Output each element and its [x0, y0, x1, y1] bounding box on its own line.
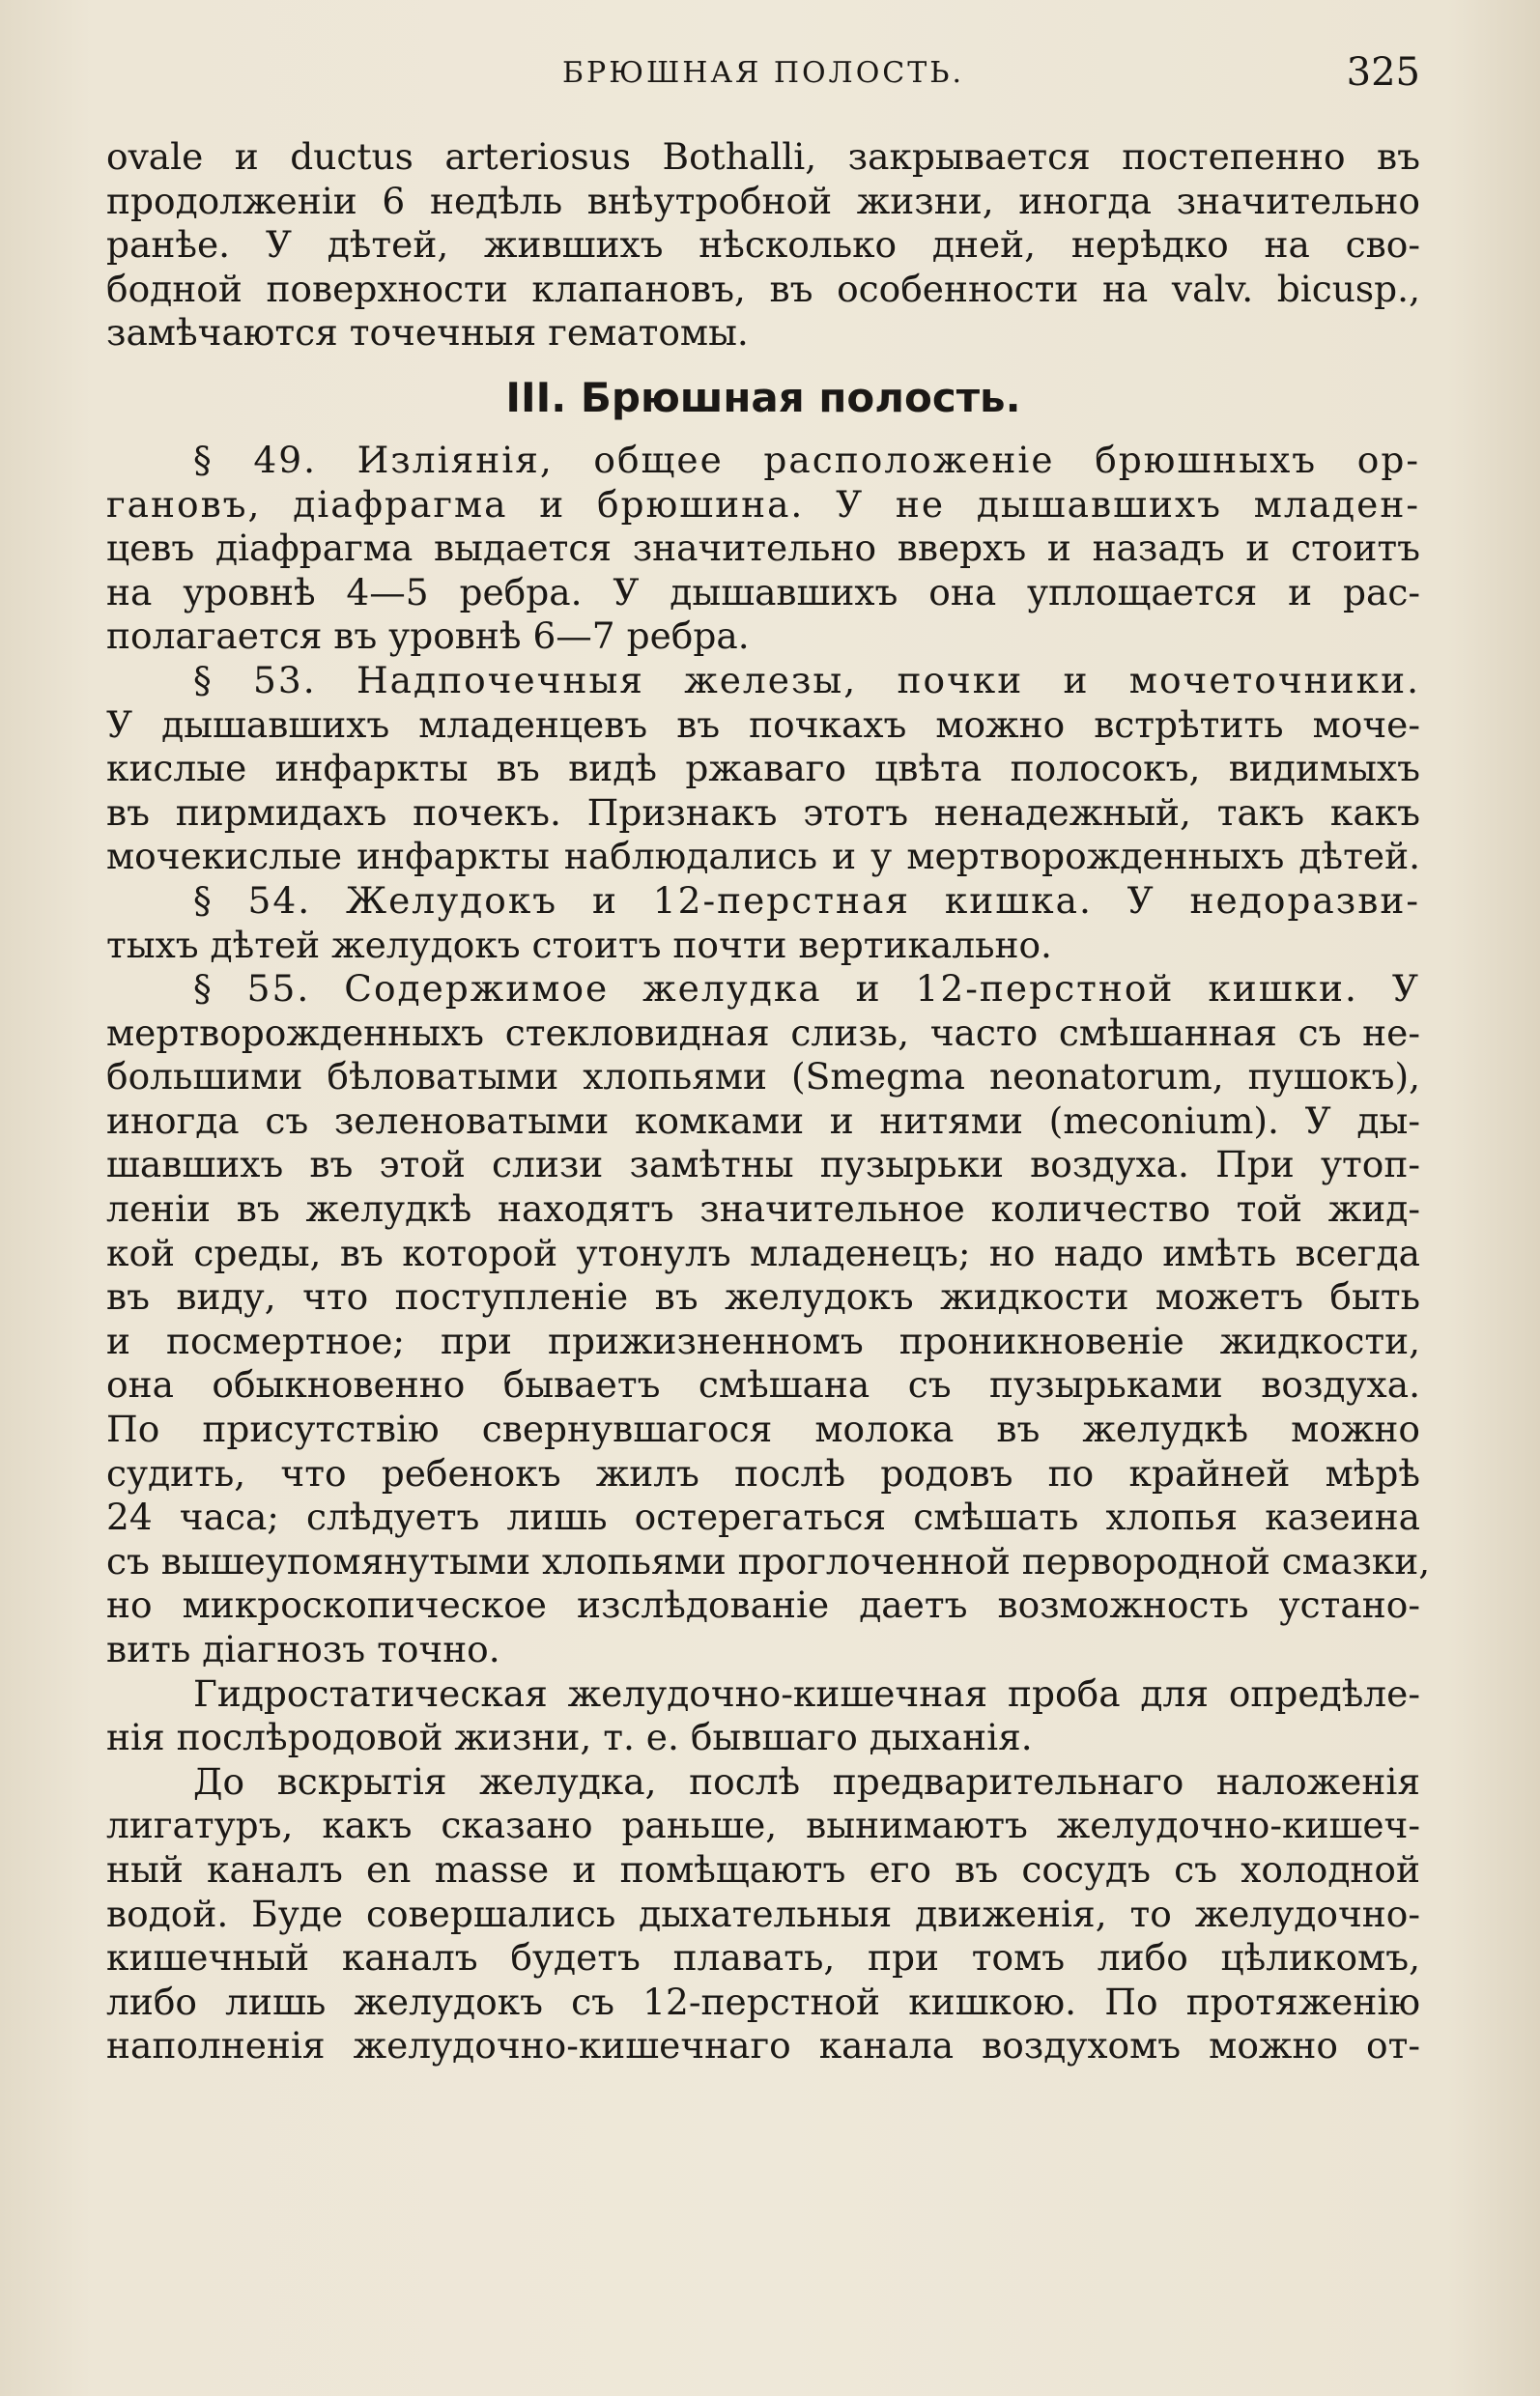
section-heading: III. Брюшная полость.: [505, 373, 1021, 421]
text-line: тыхъ дѣтей желудокъ стоитъ почти вертикально.: [106, 923, 1052, 966]
text-line: нія послѣродовой жизни, т. е. бывшаго дыханія.: [106, 1716, 1033, 1759]
text-line: иногда съ зеленоватыми комками и нитями (meconium). У ды-: [106, 1098, 1420, 1142]
text-line: она обыкновенно бываетъ смѣшана съ пузырьками воздуха.: [106, 1363, 1420, 1407]
text-line: У дышавшихъ младенцевъ въ почкахъ можно встрѣтить моче-: [106, 702, 1420, 746]
text-line: ный каналъ en masse и помѣщаютъ его въ сосудъ съ холодной: [106, 1847, 1420, 1891]
text-line: кой среды, въ которой утонулъ младенецъ; но надо имѣть всегда: [106, 1231, 1420, 1274]
text-line: съ вышеупомянутыми хлопьями проглоченной первородной смазки,: [106, 1539, 1431, 1583]
text-line: Гидростатическая желудочно-кишечная проба для опредѣле-: [193, 1671, 1420, 1715]
body-text: [106, 135, 1431, 2068]
text-line: По присутствію свернувшагося молока въ желудкѣ можно: [106, 1408, 1420, 1451]
text-line: продолженіи 6 недѣль внѣутробной жизни, иногда значительно: [106, 179, 1420, 222]
text-line: § 53. Надпочечныя железы, почки и мочеточники.: [193, 658, 1420, 701]
text-line: шавшихъ въ этой слизи замѣтны пузырьки воздуха. При утоп-: [106, 1143, 1420, 1186]
text-line: на уровнѣ 4—5 ребра. У дышавшихъ она уплощается и рас-: [106, 570, 1420, 613]
text-line: До вскрытія желудка, послѣ предварительнаго наложенія: [193, 1759, 1420, 1803]
text-line: бодной поверхности клапановъ, въ особенности на valv. bicusp.,: [106, 267, 1420, 310]
text-line: мертворожденныхъ стекловидная слизь, часто смѣшанная съ не-: [106, 1011, 1420, 1054]
text-line: либо лишь желудокъ съ 12-перстной кишкою. По протяженію: [106, 1980, 1420, 2023]
text-line: § 49. Изліянія, общее расположеніе брюшныхъ ор-: [193, 438, 1420, 481]
text-line: цевъ діафрагма выдается значительно вверхъ и назадъ и стоитъ: [106, 527, 1420, 570]
text-line: леніи въ желудкѣ находятъ значительное количество той жид-: [106, 1187, 1420, 1231]
text-line: водой. Буде совершались дыхательныя движенія, то желудочно-: [106, 1892, 1420, 1935]
text-line: 24 часа; слѣдуетъ лишь остерегаться смѣшать хлопья казеина: [106, 1496, 1420, 1539]
text-line: полагается въ уровнѣ 6—7 ребра.: [106, 614, 750, 658]
running-head: [106, 50, 1420, 99]
text-line: лигатуръ, какъ сказано раньше, вынимаютъ желудочно-кишеч-: [106, 1804, 1420, 1847]
text-line: въ виду, что поступленіе въ желудокъ жидкости можетъ быть: [106, 1275, 1420, 1319]
text-line: § 54. Желудокъ и 12-перстная кишка. У недоразви-: [193, 878, 1420, 922]
text-line: вить діагнозъ точно.: [106, 1628, 500, 1670]
text-line: наполненія желудочно-кишечнаго канала воздухомъ можно от-: [106, 2024, 1420, 2068]
text-line: но микроскопическое изслѣдованіе даетъ возможность устано-: [106, 1583, 1420, 1627]
text-line: ovale и ductus arteriosus Bothalli, закрывается постепенно въ: [106, 135, 1420, 178]
text-line: мочекислые инфаркты наблюдались и у мертворожденныхъ дѣтей.: [106, 835, 1420, 878]
running-title: БРЮШНАЯ ПОЛОСТЬ.: [561, 56, 964, 90]
text-line: гановъ, діафрагма и брюшина. У не дышавшихъ младен-: [106, 482, 1420, 526]
text-line: судить, что ребенокъ жилъ послѣ родовъ по крайней мѣрѣ: [106, 1451, 1420, 1495]
text-line: большими бѣловатыми хлопьями (Smegma neonatorum, пушокъ),: [106, 1055, 1420, 1098]
text-line: кишечный каналъ будетъ плавать, при томъ либо цѣликомъ,: [106, 1936, 1420, 1980]
page-number: 325: [1346, 50, 1420, 95]
text-line: ранѣе. У дѣтей, жившихъ нѣсколько дней, нерѣдко на сво-: [106, 223, 1420, 267]
text-line: въ пирмидахъ почекъ. Признакъ этотъ ненадежный, такъ какъ: [106, 790, 1420, 834]
text-line: § 55. Содержимое желудка и 12-перстной кишки. У: [193, 967, 1420, 1011]
text-line: и посмертное; при прижизненномъ проникновеніе жидкости,: [106, 1319, 1420, 1362]
text-line: кислые инфаркты въ видѣ ржаваго цвѣта полосокъ, видимыхъ: [106, 747, 1420, 790]
text-line: замѣчаются точечныя гематомы.: [106, 311, 749, 355]
